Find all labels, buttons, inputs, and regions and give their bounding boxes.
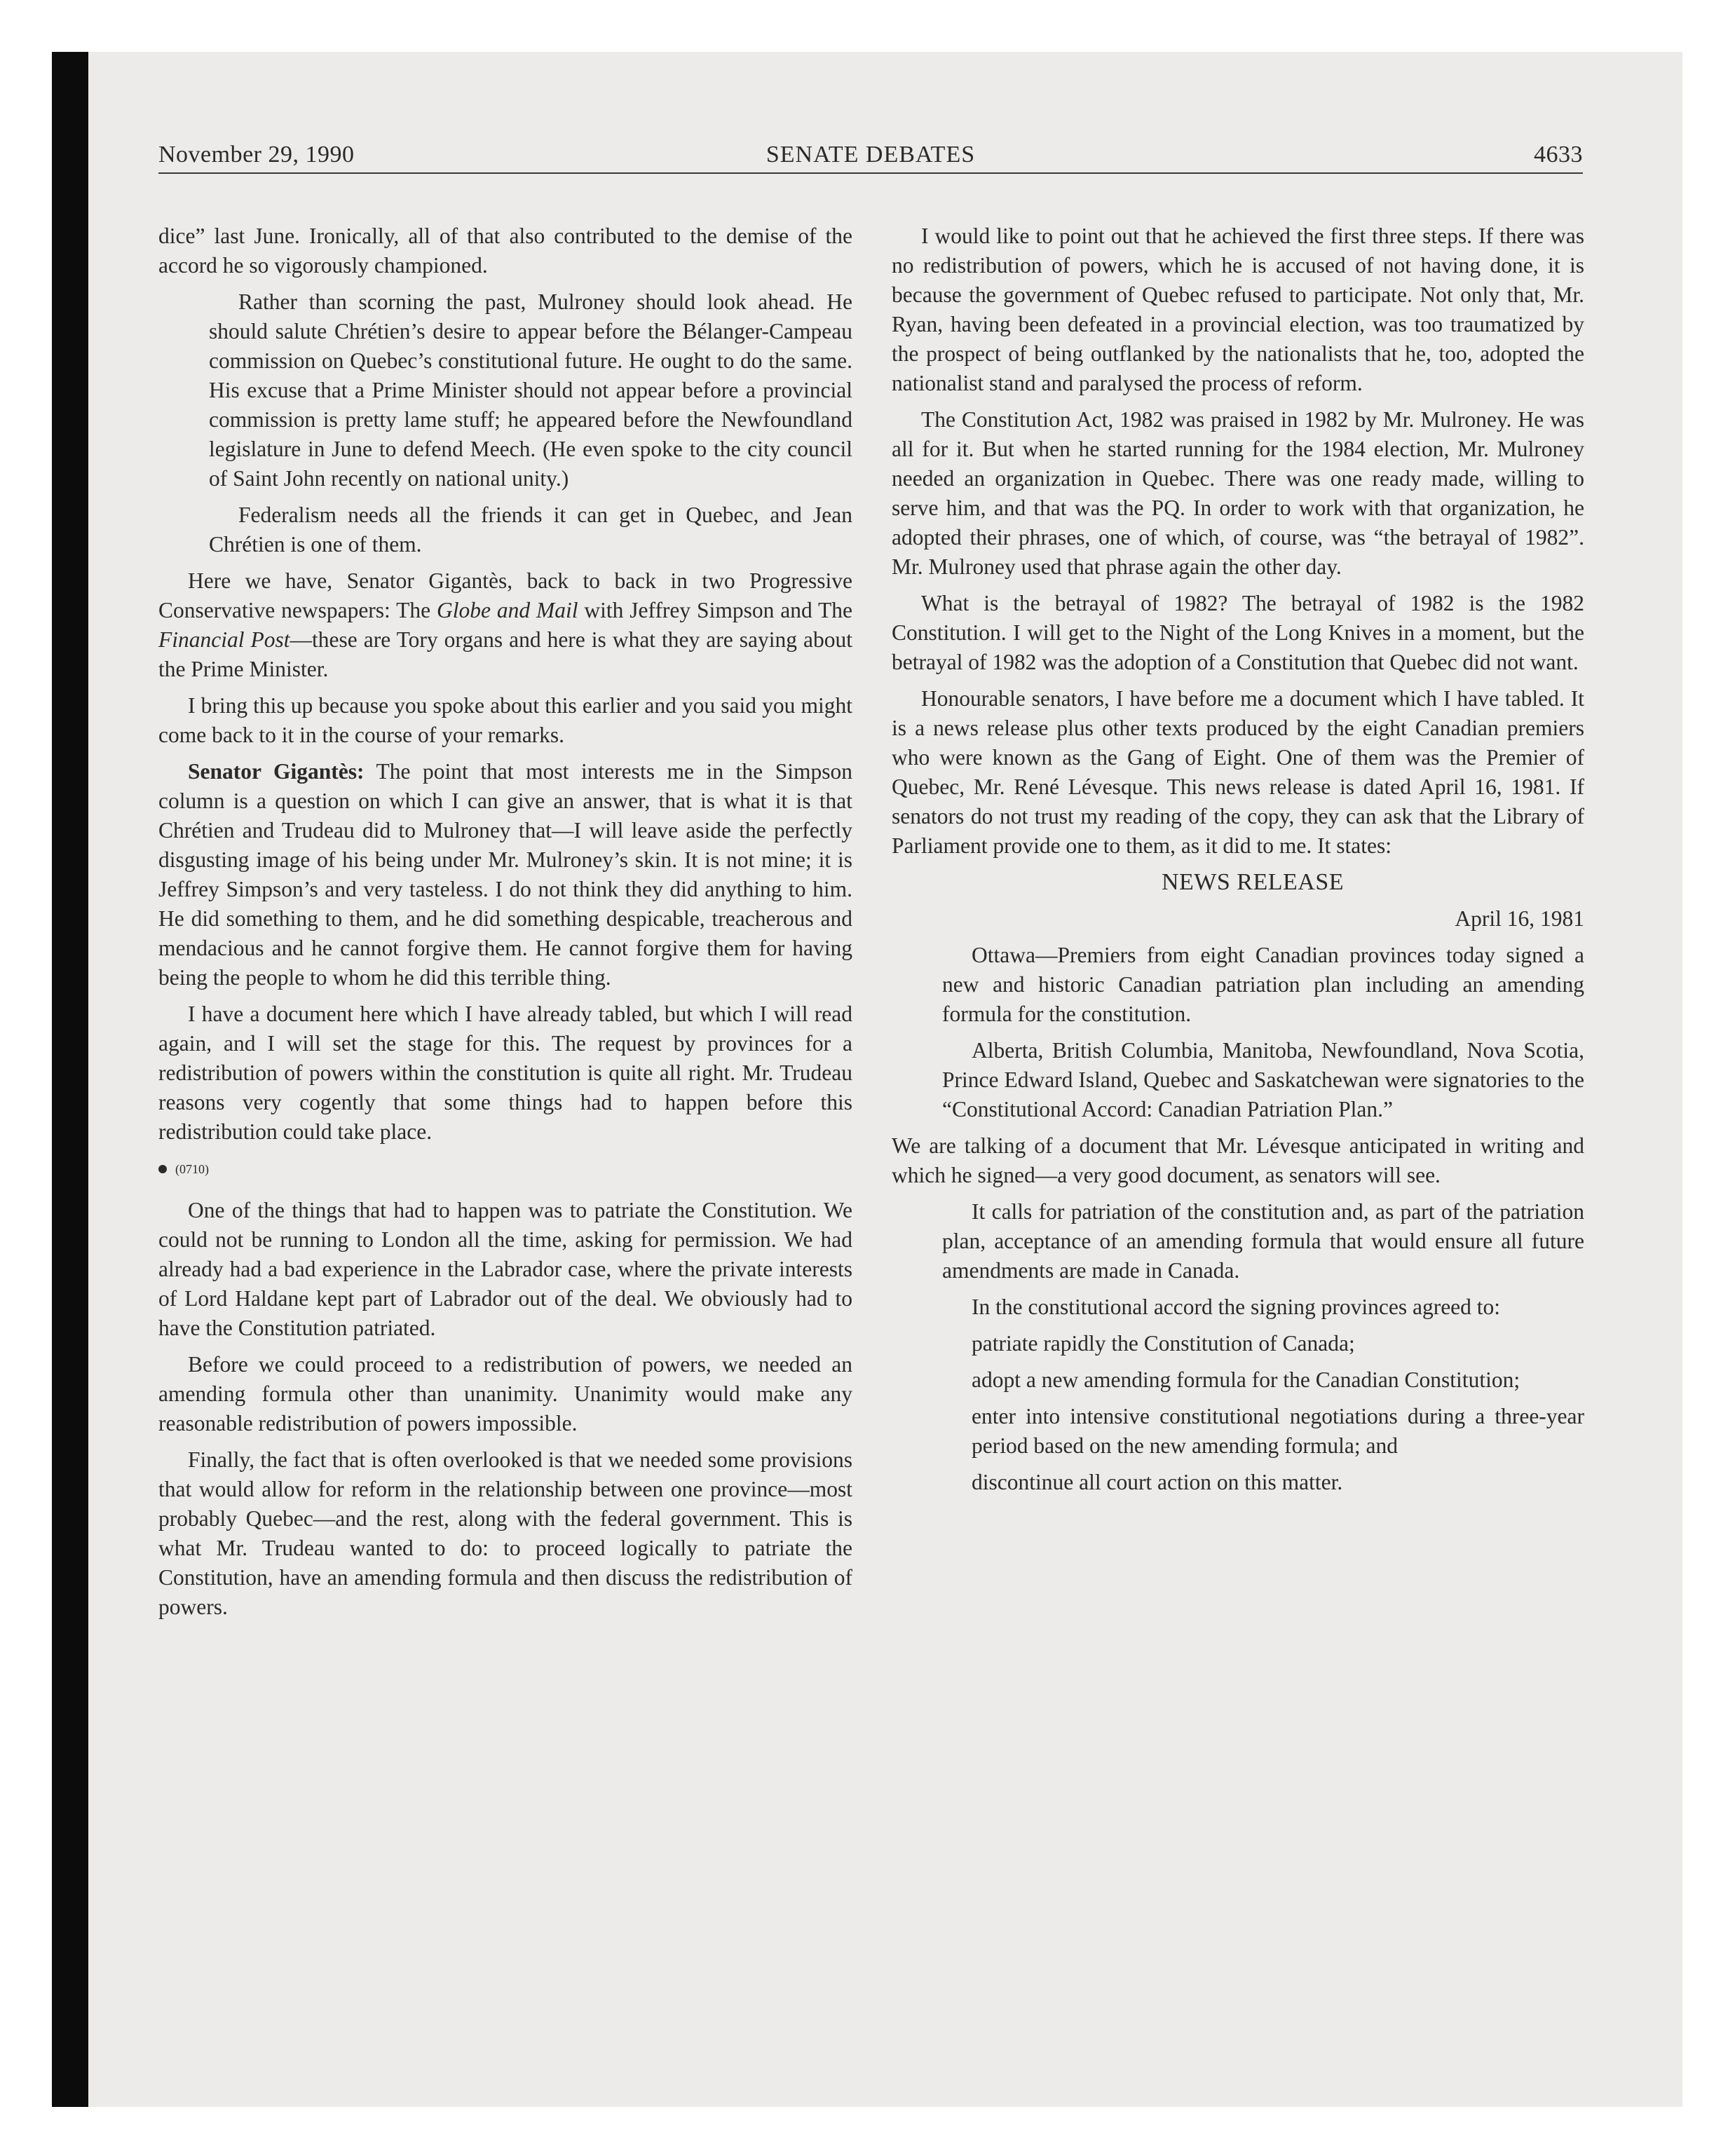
scan-binding-edge <box>52 52 88 2107</box>
paragraph <box>158 566 852 684</box>
paragraph: One of the things that had to happen was to patriate the Constitution. We could not be running to London all the time, asking for permission. We had already had a bad experience in the Labrador case, where the private interests of Lord Haldane kept part of Labrador out of the deal. We obviously had to have the Constitution patriated. <box>158 1198 852 1340</box>
quoted-paragraph: Alberta, British Columbia, Manitoba, Newfoundland, Nova Scotia, Prince Edward Island, Quebec and Saskatchewan were signatories to the “Constitutional Accord: Canadian Patriation Plan.” <box>942 1038 1584 1121</box>
list-item: enter into intensive constitutional negotiations during a three-year period based on the new amending formula; and <box>972 1404 1584 1458</box>
time-marker <box>158 1161 852 1178</box>
paragraph <box>158 757 852 992</box>
quoted-paragraph: It calls for patriation of the constitution and, as part of the patriation plan, acceptance of an amending formula that would ensure all future amendments are made in Canada. <box>942 1199 1584 1283</box>
paragraph: I would like to point out that he achieved the first three steps. If there was no redistribution of powers, which he is accused of not having done, it is because the government of Quebec refused to participate. Not only that, Mr. Ryan, having been defeated in a provincial election, was too traumatized by the prospect of being outflanked by the nationalists that he, too, adopted the nationalist stand and paralysed the process of reform. <box>892 224 1584 395</box>
text-run: with Jeffrey Simpson and The <box>578 598 852 622</box>
bullet-icon <box>158 1165 167 1173</box>
paragraph: I have a document here which I have already tabled, but which I will read again, and I will set the stage for this. The request by provinces for a redistribution of powers within the constitution is quite all right. Mr. Trudeau reasons very cogently that some things had to happen before this redistribution could take place. <box>158 1002 852 1144</box>
text-run: Here we have, Senator Gigantès, back to back in two Progressive Conservative newspapers: The <box>158 568 852 622</box>
page-header <box>158 139 1583 174</box>
time-marker-label: (0710) <box>175 1162 209 1176</box>
newspaper-name: Globe and Mail <box>436 598 578 622</box>
quoted-paragraph: In the constitutional accord the signing provinces agreed to: <box>972 1295 1501 1319</box>
newspaper-name: Financial Post <box>158 627 290 652</box>
header-date: November 29, 1990 <box>158 142 355 168</box>
text-run: —these are Tory organs and here is what they are saying about the Prime Minister. <box>158 627 852 681</box>
quoted-paragraph: Ottawa—Premiers from eight Canadian provinces today signed a new and historic Canadian patriation plan including an amending formula for the constitution. <box>942 943 1584 1026</box>
left-column <box>158 221 852 1629</box>
paragraph: Honourable senators, I have before me a document which I have tabled. It is a news release plus other texts produced by the eight Canadian premiers who were known as the Gang of Eight. One of them was the Premier of Quebec, Mr. René Lévesque. This news release is dated April 16, 1981. If senators do not trust my reading of the copy, they can ask that the Library of Parliament provide one to them, as it did to me. It states: <box>892 686 1584 858</box>
speaker-name: Senator Gigantès: <box>188 759 365 784</box>
header-page-number: 4633 <box>1534 142 1583 168</box>
news-release-heading: NEWS RELEASE <box>1161 869 1345 895</box>
quoted-paragraph: Rather than scorning the past, Mulroney should look ahead. He should salute Chrétien’s desire to appear before the Bélanger-Campeau commission on Quebec’s constitutional future. He ought to do the same. His excuse that a Prime Minister should not appear before a provincial commission is pretty lame stuff; he appeared before the Newfoundland legislature in June to defend Meech. (He even spoke to the city council of Saint John recently on national unity.) <box>209 289 852 491</box>
right-column <box>892 221 1584 1504</box>
list-item: discontinue all court action on this matter. <box>972 1470 1343 1494</box>
list-item: adopt a new amending formula for the Canadian Constitution; <box>972 1367 1520 1392</box>
paragraph: I bring this up because you spoke about this earlier and you said you might come back to it in the course of your remarks. <box>158 693 852 747</box>
text-run: The point that most interests me in the Simpson column is a question on which I can give an answer, that is what it is that Chrétien and Trudeau did to Mulroney that—I will leave aside the perfectly disgusting image of his being under Mr. Mulroney’s skin. It is not mine; it is Jeffrey Simpson’s and very tasteless. I do not think they did anything to him. He did something to them, and he did something despicable, treacherous and mendacious and he cannot forgive them. He cannot forgive them for having being the people to whom he did this terrible thing. <box>158 759 852 990</box>
paragraph: The Constitution Act, 1982 was praised in 1982 by Mr. Mulroney. He was all for it. But when he started running for the 1984 election, Mr. Mulroney needed an organization in Quebec. There was one ready made, willing to serve him, and that was the PQ. In order to work with that organization, he adopted their phrases, one of which, of course, was “the betrayal of 1982”. Mr. Mulroney used that phrase again the other day. <box>892 407 1584 579</box>
paragraph: What is the betrayal of 1982? The betrayal of 1982 is the 1982 Constitution. I will get to the Night of the Long Knives in a moment, but the betrayal of 1982 was the adoption of a Constitution that Quebec did not want. <box>892 591 1584 674</box>
paragraph: Finally, the fact that is often overlooked is that we needed some provisions that would allow for reform in the relationship between one province—most probably Quebec—and the rest, along with the federal government. This is what Mr. Trudeau wanted to do: to proceed logically to patriate the Constitution, have an amending formula and then discuss the redistribution of powers. <box>158 1447 852 1619</box>
paragraph: We are talking of a document that Mr. Lévesque anticipated in writing and which he signed—a very good document, as senators will see. <box>892 1133 1584 1187</box>
paragraph: dice” last June. Ironically, all of that also contributed to the demise of the accord he so vigorously championed. <box>158 224 852 278</box>
paragraph: Before we could proceed to a redistribution of powers, we needed an amending formula other than unanimity. Unanimity would make any reasonable redistribution of powers impossible. <box>158 1352 852 1435</box>
list-item: patriate rapidly the Constitution of Canada; <box>972 1331 1355 1356</box>
quoted-paragraph: Federalism needs all the friends it can get in Quebec, and Jean Chrétien is one of them. <box>209 503 852 557</box>
news-release-date: April 16, 1981 <box>1455 906 1584 931</box>
header-title: SENATE DEBATES <box>766 142 976 168</box>
